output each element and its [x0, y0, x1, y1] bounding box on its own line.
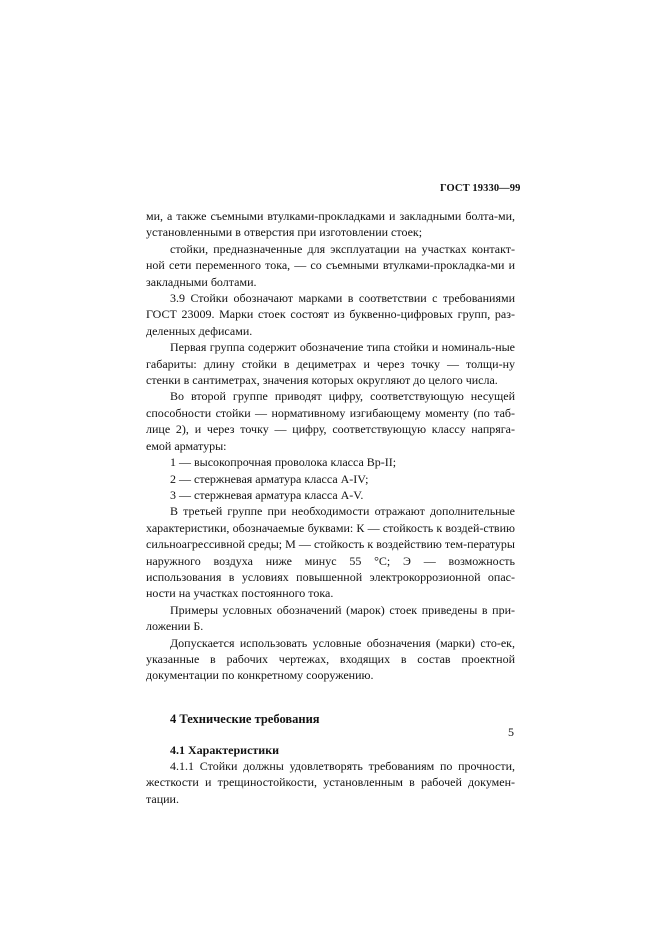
subsection-4-1-title: 4.1 Характеристики: [170, 742, 280, 757]
paragraph-third-group: В третьей группе при необходимости отражают дополнительные характеристики, обозначаемые буквами: К — стойкость к воздей-ствию сильноагрессивной среды; М — стойкость к воздействию тем-пературы наружного воздуха ниже минус 55 °С; Э — возможность использования в условиях повышенной электрокоррозионной опас-ности на участках постоянного тока.: [146, 504, 515, 601]
list-item-2: 2 — стержневая арматура класса A-IV;: [170, 471, 369, 486]
paragraph-3-9: 3.9 Стойки обозначают марками в соответствии с требованиями ГОСТ 23009. Марки стоек состоят из буквенно-цифровых групп, раз-деленных дефисами.: [146, 291, 515, 338]
section-4-title: 4 Технические требования: [170, 711, 320, 726]
paragraph-ac-section: стойки, предназначенные для эксплуатации на участках контакт-ной сети переменного тока, — со съемными втулками-прокладка-ми и закладными болтами.: [146, 241, 515, 289]
list-item-3: 3 — стержневая арматура класса A-V.: [170, 487, 364, 502]
paragraph-allowed: Допускается использовать условные обозначения (марки) сто-ек, указанные в рабочих чертежах, входящих в состав проектной документации по конкретному сооружению.: [146, 635, 515, 683]
paragraph-4-1-1: 4.1.1 Стойки должны удовлетворять требованиям по прочности, жесткости и трещиностойкости, установленным в рабочей докумен-тации.: [146, 758, 515, 806]
standard-header: ГОСТ 19330—99: [440, 183, 521, 194]
paragraph-second-group: Во второй группе приводят цифру, соответствующую несущей способности стойки — нормативному изгибающему моменту (по таб-лице 2), и через точку — цифру, соответствующую классу напряга-емой арматуры:: [146, 389, 515, 453]
list-item-1: 1 — высокопрочная проволока класса Вр-II;: [170, 455, 397, 470]
paragraph-continuation: ми, а также съемными втулками-прокладками и закладными болта-ми, установленными в отверстия при изготовлении стоек;: [146, 209, 515, 240]
body-text: [146, 208, 515, 807]
page-number: 5: [508, 725, 514, 739]
paragraph-first-group: Первая группа содержит обозначение типа стойки и номиналь-ные габариты: длину стойки в дециметрах и через точку — толщи-ну стенки в сантиметрах, значения которых округляют до целого числа.: [146, 340, 515, 388]
paragraph-examples: Примеры условных обозначений (марок) стоек приведены в при-ложении Б.: [146, 602, 515, 634]
